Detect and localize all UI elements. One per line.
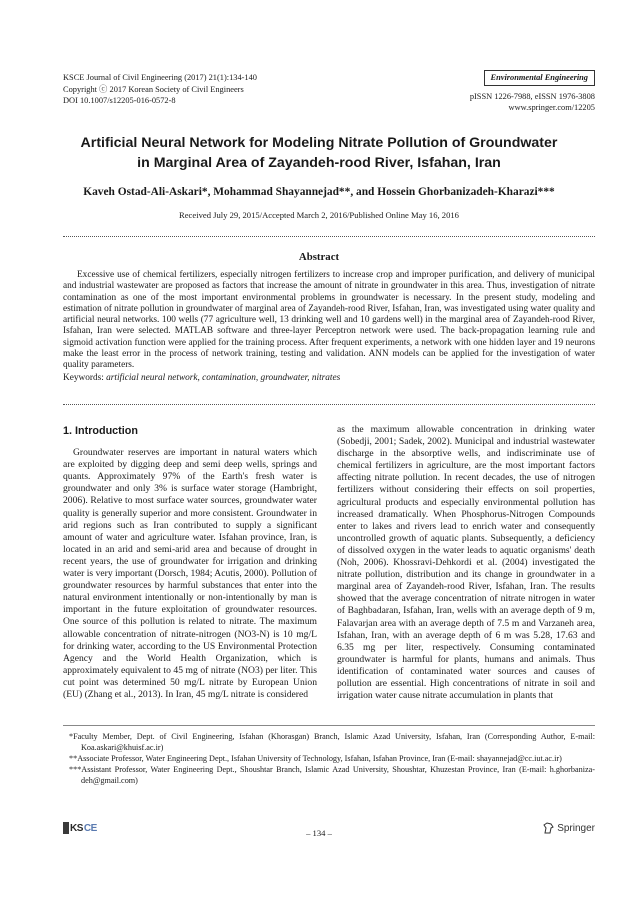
keywords-list: artificial neural network, contamination, groundwater, nitrates — [106, 372, 341, 383]
springer-logo — [543, 822, 595, 834]
category-badge: Environmental Engineering — [484, 70, 596, 86]
title-line-1: Artificial Neural Network for Modeling Nitrate Pollution of Groundwater — [80, 135, 558, 151]
footnote-author-2: **Associate Professor, Water Engineering Dept., Isfahan University of Technology, Isfahan, Isfahan Province, Iran (E-mail: shayannejad@cc.iut.ac.ir) — [69, 754, 562, 763]
divider-top — [63, 236, 595, 237]
author-list: Kaveh Ostad-Ali-Askari*, Mohammad Shayannejad**, and Hossein Ghorbanizadeh-Kharazi*** — [83, 186, 555, 198]
abstract-heading: Abstract — [298, 251, 340, 263]
footnotes — [63, 731, 595, 786]
received-dates: Received July 29, 2015/Accepted March 2, 2016/Published Online May 16, 2016 — [179, 210, 459, 220]
keywords — [63, 373, 595, 384]
section-heading-introduction: 1. Introduction — [63, 425, 138, 437]
doi-line: DOI 10.1007/s12205-016-0572-8 — [63, 96, 176, 106]
springer-logo-text: Springer — [557, 822, 595, 834]
journal-header-right — [470, 70, 595, 114]
divider-bottom — [63, 404, 595, 405]
footnote-author-3: ***Assistant Professor, Water Engineering Dept., Shoushtar Branch, Islamic Azad University, Shoushtar, Khuzestan Province, Iran (E-mail: h.ghorbaniza-deh@gmail.com) — [69, 765, 595, 785]
journal-header-left — [63, 72, 257, 107]
abstract-body — [63, 270, 595, 384]
journal-citation: KSCE Journal of Civil Engineering (2017) 21(1):134-140 — [63, 73, 257, 82]
ksce-logo-text-1: KS — [70, 822, 83, 834]
ksce-logo-text-2: CE — [83, 822, 97, 834]
footnote-author-1: *Faculty Member, Dept. of Civil Engineering, Isfahan (Khorasgan) Branch, Islamic Azad University, Isfahan, Iran (Corresponding Author, E-mail: Koa.askari@khuisf.ac.ir) — [69, 732, 595, 752]
page-number: – 134 – — [306, 828, 332, 838]
paper-title — [40, 133, 598, 173]
issn-line: pISSN 1226-7988, eISSN 1976-3808 — [469, 91, 595, 101]
left-column — [63, 425, 317, 701]
right-column — [337, 424, 595, 702]
copyright-line: Copyright ⓒ 2017 Korean Society of Civil Engineers — [63, 84, 244, 94]
journal-url[interactable]: www.springer.com/12205 — [508, 103, 595, 113]
footnote-rule — [63, 725, 595, 726]
intro-paragraph-right: as the maximum allowable concentration in drinking water (Sobedji, 2001; Sadek, 2002). Municipal and industrial wastewater discharge in the absorptive wells, and indiscriminate use of chemical fertilizers in agriculture, are the most important factors affecting nitrate pollution. In recent decades, the use of nitrogen fertilizers without considering their effects on soil properties, agricultural products and especially environmental pollution has increased dramatically. When Phosphorus-Nitrogen Compounds enter to lakes and rivers lead to enrich water and consequently uncontrolled growth of aquatic plants. Subsequently, a deficiency of dissolved oxygen in the water leads to aquatic organisms' death (Noh, 2006). Khossravi-Dehkordi et al. (2004) investigated the nitrate pollution, distribution and its change in groundwater in a marginal area of Zayandeh-rood River, Isfahan, Iran. The results showed that the average concentration of nitrate nitrogen in water of Baghbadaran, Isfahan, Iran, wells with an average depth of 9 m, Falavarjan area with an average depth of 7.5 m and Varzaneh area, Isfahan, Iran, with an average depth of 6 m was 5.28, 17.63 and 6.35 mg per liter, respectively. Consuming contaminated groundwater is harmful for plants, humans and animals. Thus identification of contaminated water sources and causes of pollution are essential. High concentrations of nitrate in soil and irrigation water cause nitrate accumulation in plants that — [337, 424, 595, 702]
intro-paragraph-left: Groundwater reserves are important in natural waters which are exploited by digging deep and semi deep wells, springs and quants. Approximately 97% of the Earth's fresh water is groundwater and only 3% is surface water storage (Hambright, 2006). Relative to most surface water sources, groundwater water quality is generally superior and more consistent. Groundwater in arid regions such as Iran contributed to supply a significant amount of water and agriculture water. Isfahan province, Iran, is located in an arid and semi-arid area and because of drought in recent years, the use of groundwater for irrigation and drinking water is very important (Dorsch, 1984; Acutis, 2000). Pollution of groundwater resources by harmful substances that enter into the natural environment intentionally or non-intentionally by man is important in the future exploitation of groundwater resources. One source of this pollution is related to nitrate. The maximum allowable concentration of nitrate-nitrogen (NO3-N) is 10 mg/L for drinking water, according to the US Environmental Protection Agency and the World Health Organization, which is approximately equivalent to 45 mg of nitrate (NO3) per liter. This cut point was determined 50 mg/L nitrate by European Union (EU) (Zhang et al., 2013). In Iran, 45 mg/L nitrate is considered — [63, 447, 317, 700]
title-line-2: in Marginal Area of Zayandeh-rood River, Isfahan, Iran — [137, 155, 501, 171]
springer-horse-icon — [543, 822, 554, 834]
abstract-text: Excessive use of chemical fertilizers, especially nitrogen fertilizers to increase crop and improper purification, and delivery of municipal and industrial wastewater are proposed as factors that increase the amount of nitrate in groundwater in this area. Thus, investigation of nitrate contamination as one of the most important environmental problems in groundwater is necessary. In the present study, modeling and estimation of nitrate pollution in groundwater of marginal area of Zayandeh-rood River, Isfahan, Iran, was investigated using water quality and artificial neural networks. 100 wells (77 agriculture well, 13 drinking well and 10 gardens well) in the marginal area of Zayandeh-rood River, Isfahan, Iran were selected. MATLAB software and three-layer Perceptron network were used. The back-propagation learning rule and sigmoid activation function were applied for the training process. After frequent experiments, a network with one hidden layer and 19 neurons make the least error in the process of network training, testing and validation. ANN models can be applied for the investigation of water quality parameters. — [63, 270, 595, 371]
keywords-label: Keywords: — [63, 372, 104, 383]
